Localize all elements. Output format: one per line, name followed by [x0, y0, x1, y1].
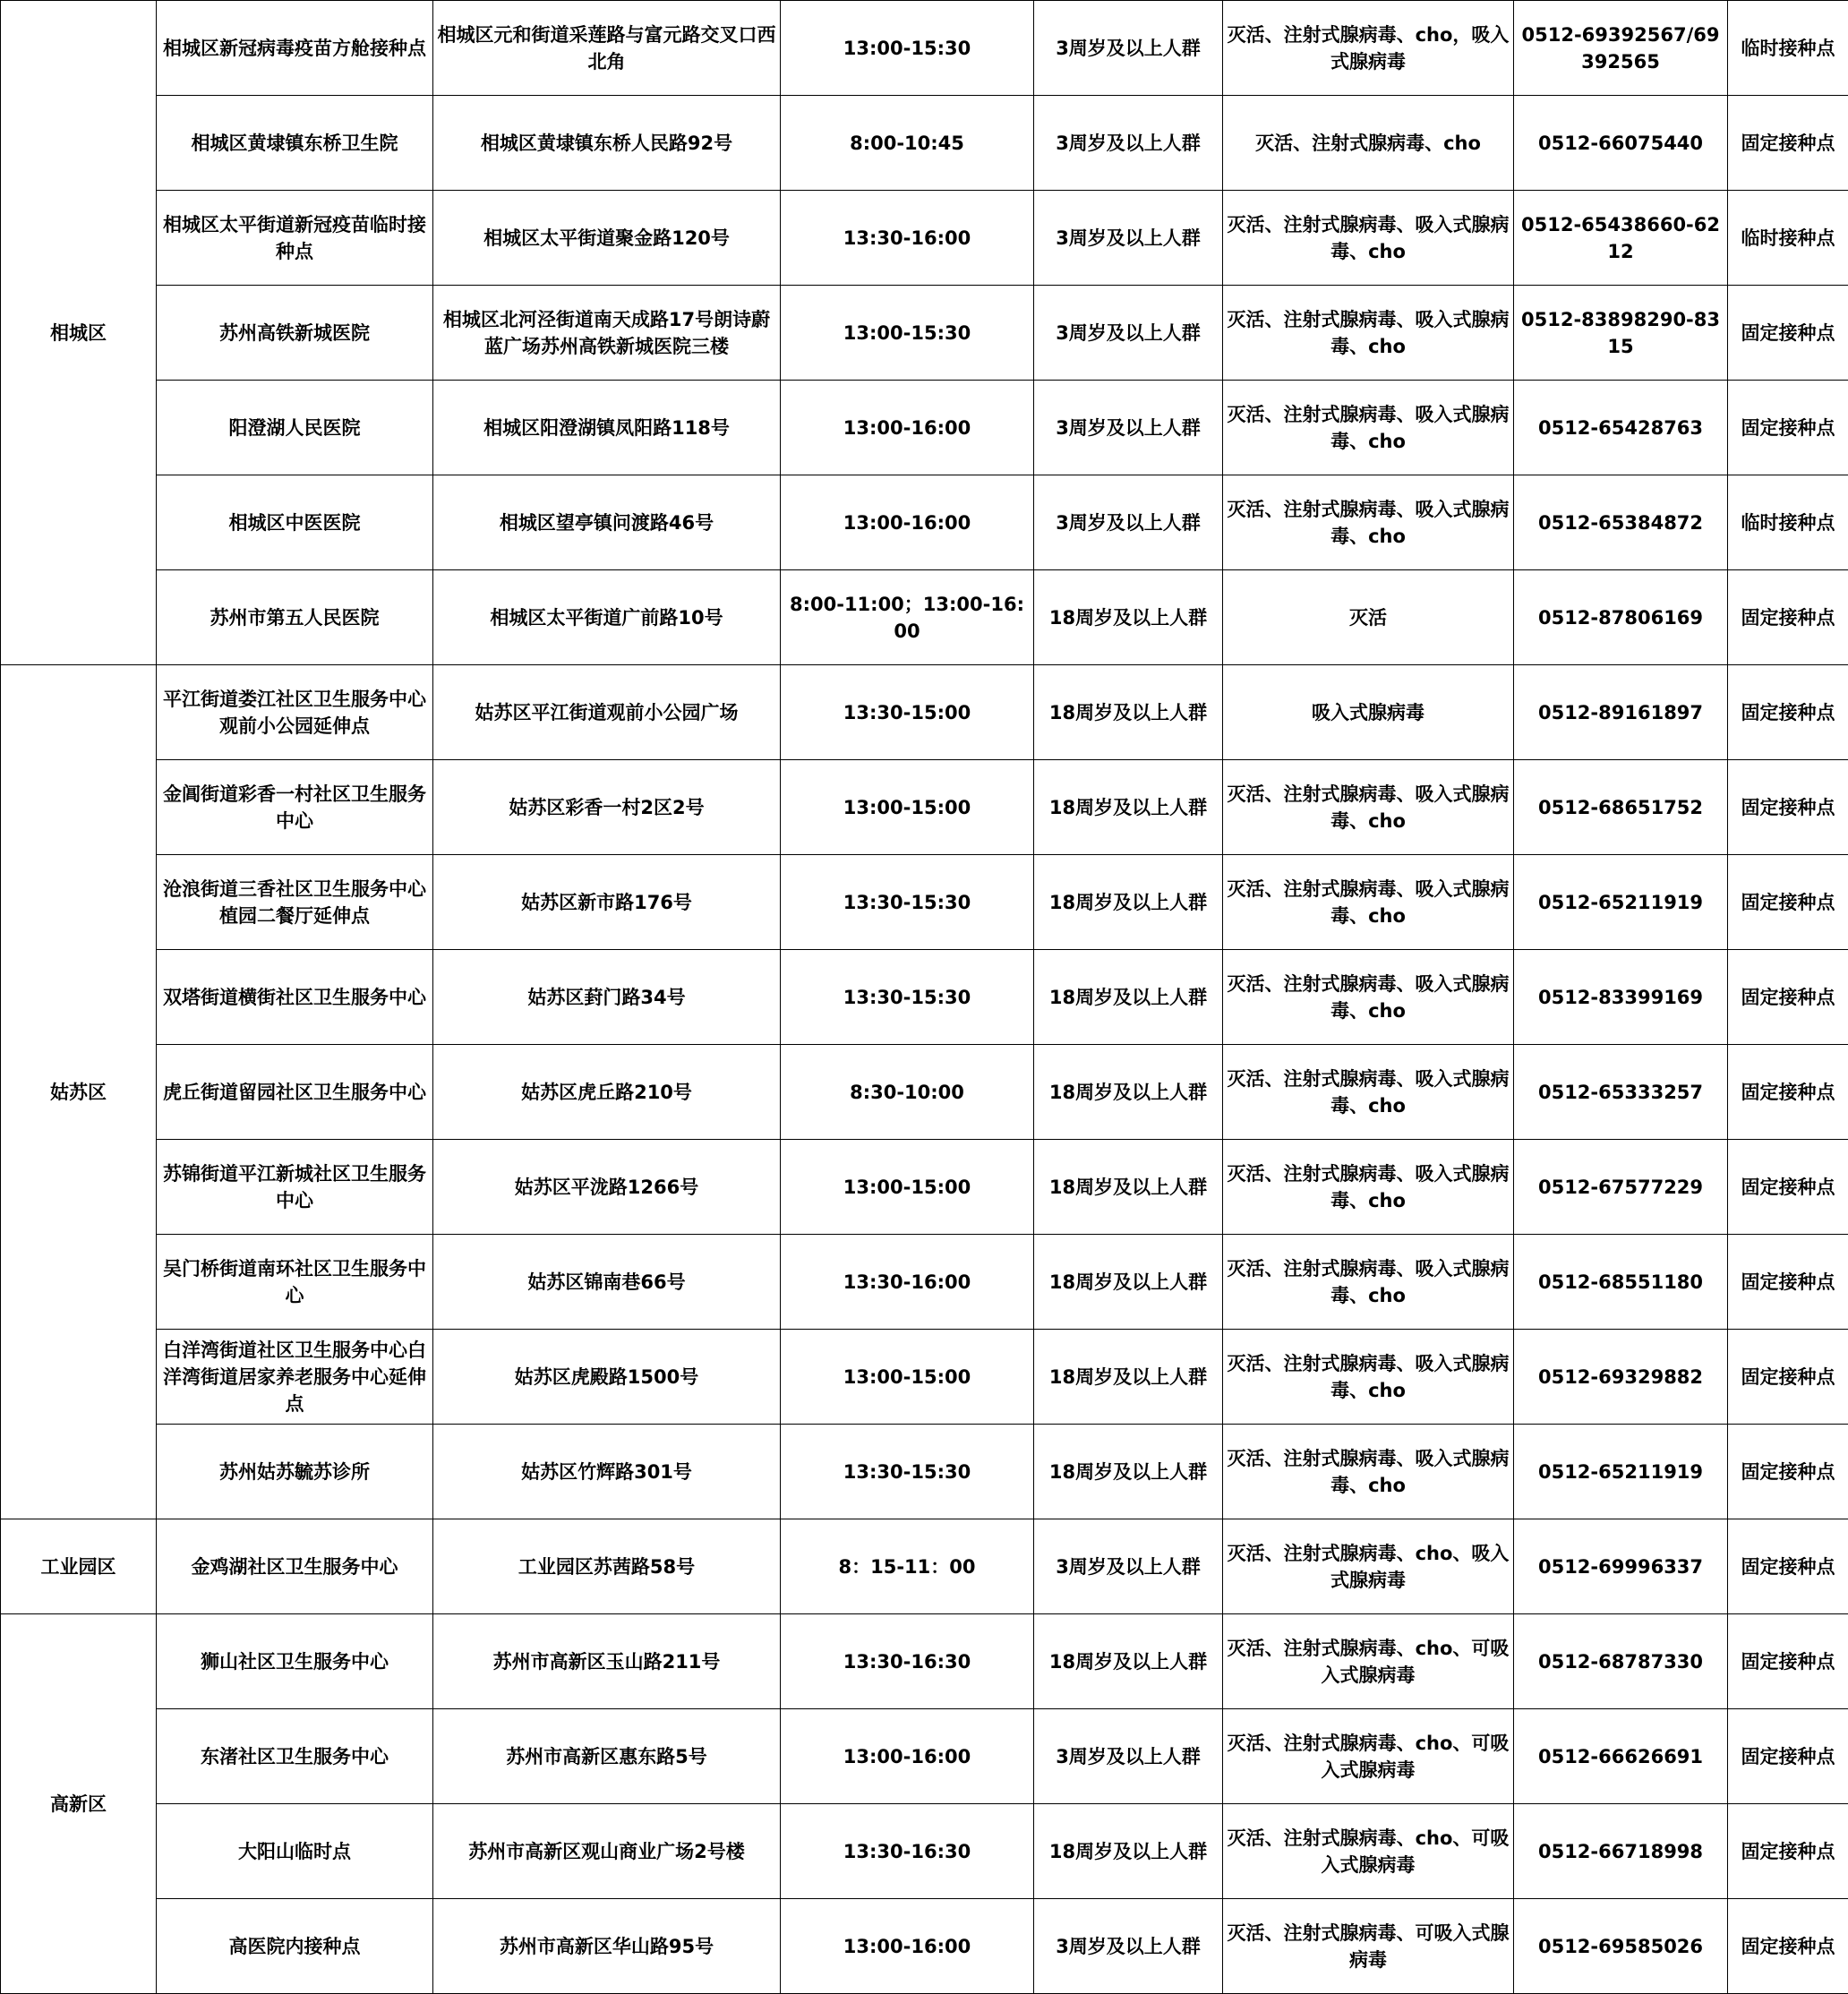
table-row — [1, 665, 1848, 760]
address-cell: 相城区黄埭镇东桥人民路92号 — [433, 96, 781, 191]
age-group-cell: 18周岁及以上人群 — [1034, 1235, 1223, 1330]
site-name-cell: 苏州高铁新城医院 — [157, 286, 433, 381]
table-row — [1, 1045, 1848, 1140]
district-cell: 姑苏区 — [1, 665, 157, 1519]
address-cell: 姑苏区平泷路1266号 — [433, 1140, 781, 1235]
phone-cell: 0512-65438660-6212 — [1514, 191, 1728, 286]
site-type-cell: 固定接种点 — [1728, 1614, 1848, 1709]
phone-cell: 0512-66718998 — [1514, 1804, 1728, 1899]
age-group-cell: 18周岁及以上人群 — [1034, 1614, 1223, 1709]
site-name-cell: 相城区新冠病毒疫苗方舱接种点 — [157, 1, 433, 96]
vaccine-types-cell: 灭活、注射式腺病毒、cho、可吸入式腺病毒 — [1223, 1804, 1514, 1899]
address-cell: 相城区元和街道采莲路与富元路交叉口西北角 — [433, 1, 781, 96]
hours-cell: 13:00-16:00 — [781, 1709, 1034, 1804]
address-cell: 姑苏区平江街道观前小公园广场 — [433, 665, 781, 760]
site-name-cell: 东渚社区卫生服务中心 — [157, 1709, 433, 1804]
vaccine-types-cell: 灭活、注射式腺病毒、吸入式腺病毒、cho — [1223, 855, 1514, 950]
district-cell: 工业园区 — [1, 1519, 157, 1614]
age-group-cell: 3周岁及以上人群 — [1034, 475, 1223, 570]
site-type-cell: 临时接种点 — [1728, 1, 1848, 96]
hours-cell: 13:30-16:30 — [781, 1614, 1034, 1709]
hours-cell: 13:30-16:30 — [781, 1804, 1034, 1899]
site-name-cell: 相城区黄埭镇东桥卫生院 — [157, 96, 433, 191]
site-type-cell: 固定接种点 — [1728, 1519, 1848, 1614]
address-cell: 苏州市高新区华山路95号 — [433, 1899, 781, 1994]
table-row — [1, 286, 1848, 381]
hours-cell: 13:30-16:00 — [781, 1235, 1034, 1330]
phone-cell: 0512-87806169 — [1514, 570, 1728, 665]
phone-cell: 0512-69329882 — [1514, 1330, 1728, 1425]
vaccine-types-cell: 灭活、注射式腺病毒、cho、可吸入式腺病毒 — [1223, 1614, 1514, 1709]
hours-cell: 13:00-15:30 — [781, 1, 1034, 96]
table-row — [1, 1899, 1848, 1994]
address-cell: 姑苏区葑门路34号 — [433, 950, 781, 1045]
address-cell: 姑苏区虎丘路210号 — [433, 1045, 781, 1140]
age-group-cell: 3周岁及以上人群 — [1034, 1709, 1223, 1804]
site-type-cell: 固定接种点 — [1728, 1045, 1848, 1140]
age-group-cell: 3周岁及以上人群 — [1034, 381, 1223, 475]
vaccine-types-cell: 灭活、注射式腺病毒、吸入式腺病毒、cho — [1223, 191, 1514, 286]
vaccine-types-cell: 灭活、注射式腺病毒、cho、吸入式腺病毒 — [1223, 1519, 1514, 1614]
address-cell: 姑苏区竹辉路301号 — [433, 1425, 781, 1519]
phone-cell: 0512-65211919 — [1514, 855, 1728, 950]
table-row — [1, 1519, 1848, 1614]
vaccine-types-cell: 灭活、注射式腺病毒、吸入式腺病毒、cho — [1223, 1235, 1514, 1330]
address-cell: 相城区太平街道广前路10号 — [433, 570, 781, 665]
age-group-cell: 18周岁及以上人群 — [1034, 1330, 1223, 1425]
vaccine-types-cell: 灭活、注射式腺病毒、可吸入式腺病毒 — [1223, 1899, 1514, 1994]
table-row — [1, 1330, 1848, 1425]
site-name-cell: 相城区太平街道新冠疫苗临时接种点 — [157, 191, 433, 286]
site-name-cell: 虎丘街道留园社区卫生服务中心 — [157, 1045, 433, 1140]
site-name-cell: 金阊街道彩香一村社区卫生服务中心 — [157, 760, 433, 855]
site-type-cell: 固定接种点 — [1728, 570, 1848, 665]
vaccine-types-cell: 灭活 — [1223, 570, 1514, 665]
district-cell: 相城区 — [1, 1, 157, 665]
age-group-cell: 18周岁及以上人群 — [1034, 855, 1223, 950]
site-type-cell: 固定接种点 — [1728, 1899, 1848, 1994]
address-cell: 相城区太平街道聚金路120号 — [433, 191, 781, 286]
age-group-cell: 18周岁及以上人群 — [1034, 1140, 1223, 1235]
hours-cell: 13:30-15:30 — [781, 950, 1034, 1045]
site-name-cell: 平江街道娄江社区卫生服务中心观前小公园延伸点 — [157, 665, 433, 760]
phone-cell: 0512-68651752 — [1514, 760, 1728, 855]
phone-cell: 0512-66075440 — [1514, 96, 1728, 191]
hours-cell: 13:00-16:00 — [781, 381, 1034, 475]
address-cell: 姑苏区虎殿路1500号 — [433, 1330, 781, 1425]
age-group-cell: 3周岁及以上人群 — [1034, 96, 1223, 191]
site-type-cell: 固定接种点 — [1728, 665, 1848, 760]
vaccine-types-cell: 灭活、注射式腺病毒、吸入式腺病毒、cho — [1223, 760, 1514, 855]
site-name-cell: 沧浪街道三香社区卫生服务中心植园二餐厅延伸点 — [157, 855, 433, 950]
hours-cell: 13:30-15:30 — [781, 1425, 1034, 1519]
address-cell: 相城区阳澄湖镇凤阳路118号 — [433, 381, 781, 475]
age-group-cell: 18周岁及以上人群 — [1034, 760, 1223, 855]
hours-cell: 13:30-15:30 — [781, 855, 1034, 950]
phone-cell: 0512-65211919 — [1514, 1425, 1728, 1519]
table-row — [1, 950, 1848, 1045]
age-group-cell: 18周岁及以上人群 — [1034, 1804, 1223, 1899]
site-name-cell: 高医院内接种点 — [157, 1899, 433, 1994]
site-name-cell: 阳澄湖人民医院 — [157, 381, 433, 475]
age-group-cell: 18周岁及以上人群 — [1034, 1425, 1223, 1519]
address-cell: 苏州市高新区观山商业广场2号楼 — [433, 1804, 781, 1899]
age-group-cell: 3周岁及以上人群 — [1034, 191, 1223, 286]
hours-cell: 13:00-15:00 — [781, 1140, 1034, 1235]
phone-cell: 0512-68787330 — [1514, 1614, 1728, 1709]
vaccine-types-cell: 灭活、注射式腺病毒、吸入式腺病毒、cho — [1223, 475, 1514, 570]
phone-cell: 0512-69996337 — [1514, 1519, 1728, 1614]
phone-cell: 0512-89161897 — [1514, 665, 1728, 760]
table-row — [1, 570, 1848, 665]
table-row — [1, 1804, 1848, 1899]
address-cell: 姑苏区新市路176号 — [433, 855, 781, 950]
table-body — [1, 1, 1848, 1994]
table-row — [1, 855, 1848, 950]
site-name-cell: 狮山社区卫生服务中心 — [157, 1614, 433, 1709]
hours-cell: 13:30-16:00 — [781, 191, 1034, 286]
table-row — [1, 381, 1848, 475]
hours-cell: 13:00-15:00 — [781, 760, 1034, 855]
site-name-cell: 相城区中医医院 — [157, 475, 433, 570]
site-type-cell: 固定接种点 — [1728, 1235, 1848, 1330]
hours-cell: 8:00-10:45 — [781, 96, 1034, 191]
table-row — [1, 1235, 1848, 1330]
vaccine-types-cell: 灭活、注射式腺病毒、吸入式腺病毒、cho — [1223, 1045, 1514, 1140]
site-type-cell: 固定接种点 — [1728, 1140, 1848, 1235]
hours-cell: 13:30-15:00 — [781, 665, 1034, 760]
site-type-cell: 固定接种点 — [1728, 1709, 1848, 1804]
hours-cell: 13:00-16:00 — [781, 1899, 1034, 1994]
hours-cell: 13:00-16:00 — [781, 475, 1034, 570]
address-cell: 苏州市高新区玉山路211号 — [433, 1614, 781, 1709]
table-row — [1, 96, 1848, 191]
site-type-cell: 固定接种点 — [1728, 855, 1848, 950]
site-name-cell: 苏州姑苏毓苏诊所 — [157, 1425, 433, 1519]
address-cell: 相城区北河泾街道南天成路17号朗诗蔚蓝广场苏州高铁新城医院三楼 — [433, 286, 781, 381]
vaccine-types-cell: 灭活、注射式腺病毒、cho、可吸入式腺病毒 — [1223, 1709, 1514, 1804]
district-cell: 高新区 — [1, 1614, 157, 1994]
vaccine-types-cell: 灭活、注射式腺病毒、吸入式腺病毒、cho — [1223, 286, 1514, 381]
address-cell: 苏州市高新区惠东路5号 — [433, 1709, 781, 1804]
address-cell: 工业园区苏茜路58号 — [433, 1519, 781, 1614]
table-row — [1, 1, 1848, 96]
phone-cell: 0512-69585026 — [1514, 1899, 1728, 1994]
site-type-cell: 固定接种点 — [1728, 286, 1848, 381]
age-group-cell: 3周岁及以上人群 — [1034, 286, 1223, 381]
vaccine-types-cell: 灭活、注射式腺病毒、吸入式腺病毒、cho — [1223, 1425, 1514, 1519]
site-name-cell: 大阳山临时点 — [157, 1804, 433, 1899]
site-name-cell: 苏州市第五人民医院 — [157, 570, 433, 665]
hours-cell: 13:00-15:00 — [781, 1330, 1034, 1425]
hours-cell: 8:00-11:00；13:00-16:00 — [781, 570, 1034, 665]
age-group-cell: 3周岁及以上人群 — [1034, 1519, 1223, 1614]
site-type-cell: 固定接种点 — [1728, 1425, 1848, 1519]
site-type-cell: 临时接种点 — [1728, 191, 1848, 286]
age-group-cell: 18周岁及以上人群 — [1034, 1045, 1223, 1140]
age-group-cell: 3周岁及以上人群 — [1034, 1899, 1223, 1994]
table-row — [1, 1709, 1848, 1804]
hours-cell: 8:30-10:00 — [781, 1045, 1034, 1140]
address-cell: 相城区望亭镇问渡路46号 — [433, 475, 781, 570]
age-group-cell: 3周岁及以上人群 — [1034, 1, 1223, 96]
vaccine-types-cell: 灭活、注射式腺病毒、吸入式腺病毒、cho — [1223, 1330, 1514, 1425]
vaccine-types-cell: 灭活、注射式腺病毒、吸入式腺病毒、cho — [1223, 950, 1514, 1045]
site-name-cell: 苏锦街道平江新城社区卫生服务中心 — [157, 1140, 433, 1235]
site-name-cell: 双塔街道横街社区卫生服务中心 — [157, 950, 433, 1045]
phone-cell: 0512-68551180 — [1514, 1235, 1728, 1330]
table-row — [1, 1425, 1848, 1519]
address-cell: 姑苏区锦南巷66号 — [433, 1235, 781, 1330]
site-type-cell: 固定接种点 — [1728, 950, 1848, 1045]
site-name-cell: 吴门桥街道南环社区卫生服务中心 — [157, 1235, 433, 1330]
vaccine-types-cell: 灭活、注射式腺病毒、吸入式腺病毒、cho — [1223, 1140, 1514, 1235]
site-name-cell: 白洋湾街道社区卫生服务中心白洋湾街道居家养老服务中心延伸点 — [157, 1330, 433, 1425]
hours-cell: 13:00-15:30 — [781, 286, 1034, 381]
vaccine-types-cell: 吸入式腺病毒 — [1223, 665, 1514, 760]
age-group-cell: 18周岁及以上人群 — [1034, 665, 1223, 760]
phone-cell: 0512-65333257 — [1514, 1045, 1728, 1140]
phone-cell: 0512-67577229 — [1514, 1140, 1728, 1235]
phone-cell: 0512-69392567/69392565 — [1514, 1, 1728, 96]
site-type-cell: 固定接种点 — [1728, 96, 1848, 191]
phone-cell: 0512-65428763 — [1514, 381, 1728, 475]
phone-cell: 0512-83399169 — [1514, 950, 1728, 1045]
address-cell: 姑苏区彩香一村2区2号 — [433, 760, 781, 855]
phone-cell: 0512-66626691 — [1514, 1709, 1728, 1804]
phone-cell: 0512-65384872 — [1514, 475, 1728, 570]
site-name-cell: 金鸡湖社区卫生服务中心 — [157, 1519, 433, 1614]
age-group-cell: 18周岁及以上人群 — [1034, 950, 1223, 1045]
site-type-cell: 固定接种点 — [1728, 760, 1848, 855]
table-row — [1, 191, 1848, 286]
site-type-cell: 固定接种点 — [1728, 1804, 1848, 1899]
site-type-cell: 固定接种点 — [1728, 1330, 1848, 1425]
hours-cell: 8：15-11：00 — [781, 1519, 1034, 1614]
vaccine-types-cell: 灭活、注射式腺病毒、cho，吸入式腺病毒 — [1223, 1, 1514, 96]
site-type-cell: 临时接种点 — [1728, 475, 1848, 570]
vaccine-types-cell: 灭活、注射式腺病毒、cho — [1223, 96, 1514, 191]
table-row — [1, 1140, 1848, 1235]
table-row — [1, 760, 1848, 855]
table-row — [1, 1614, 1848, 1709]
vaccine-types-cell: 灭活、注射式腺病毒、吸入式腺病毒、cho — [1223, 381, 1514, 475]
site-type-cell: 固定接种点 — [1728, 381, 1848, 475]
phone-cell: 0512-83898290-8315 — [1514, 286, 1728, 381]
age-group-cell: 18周岁及以上人群 — [1034, 570, 1223, 665]
table-row — [1, 475, 1848, 570]
